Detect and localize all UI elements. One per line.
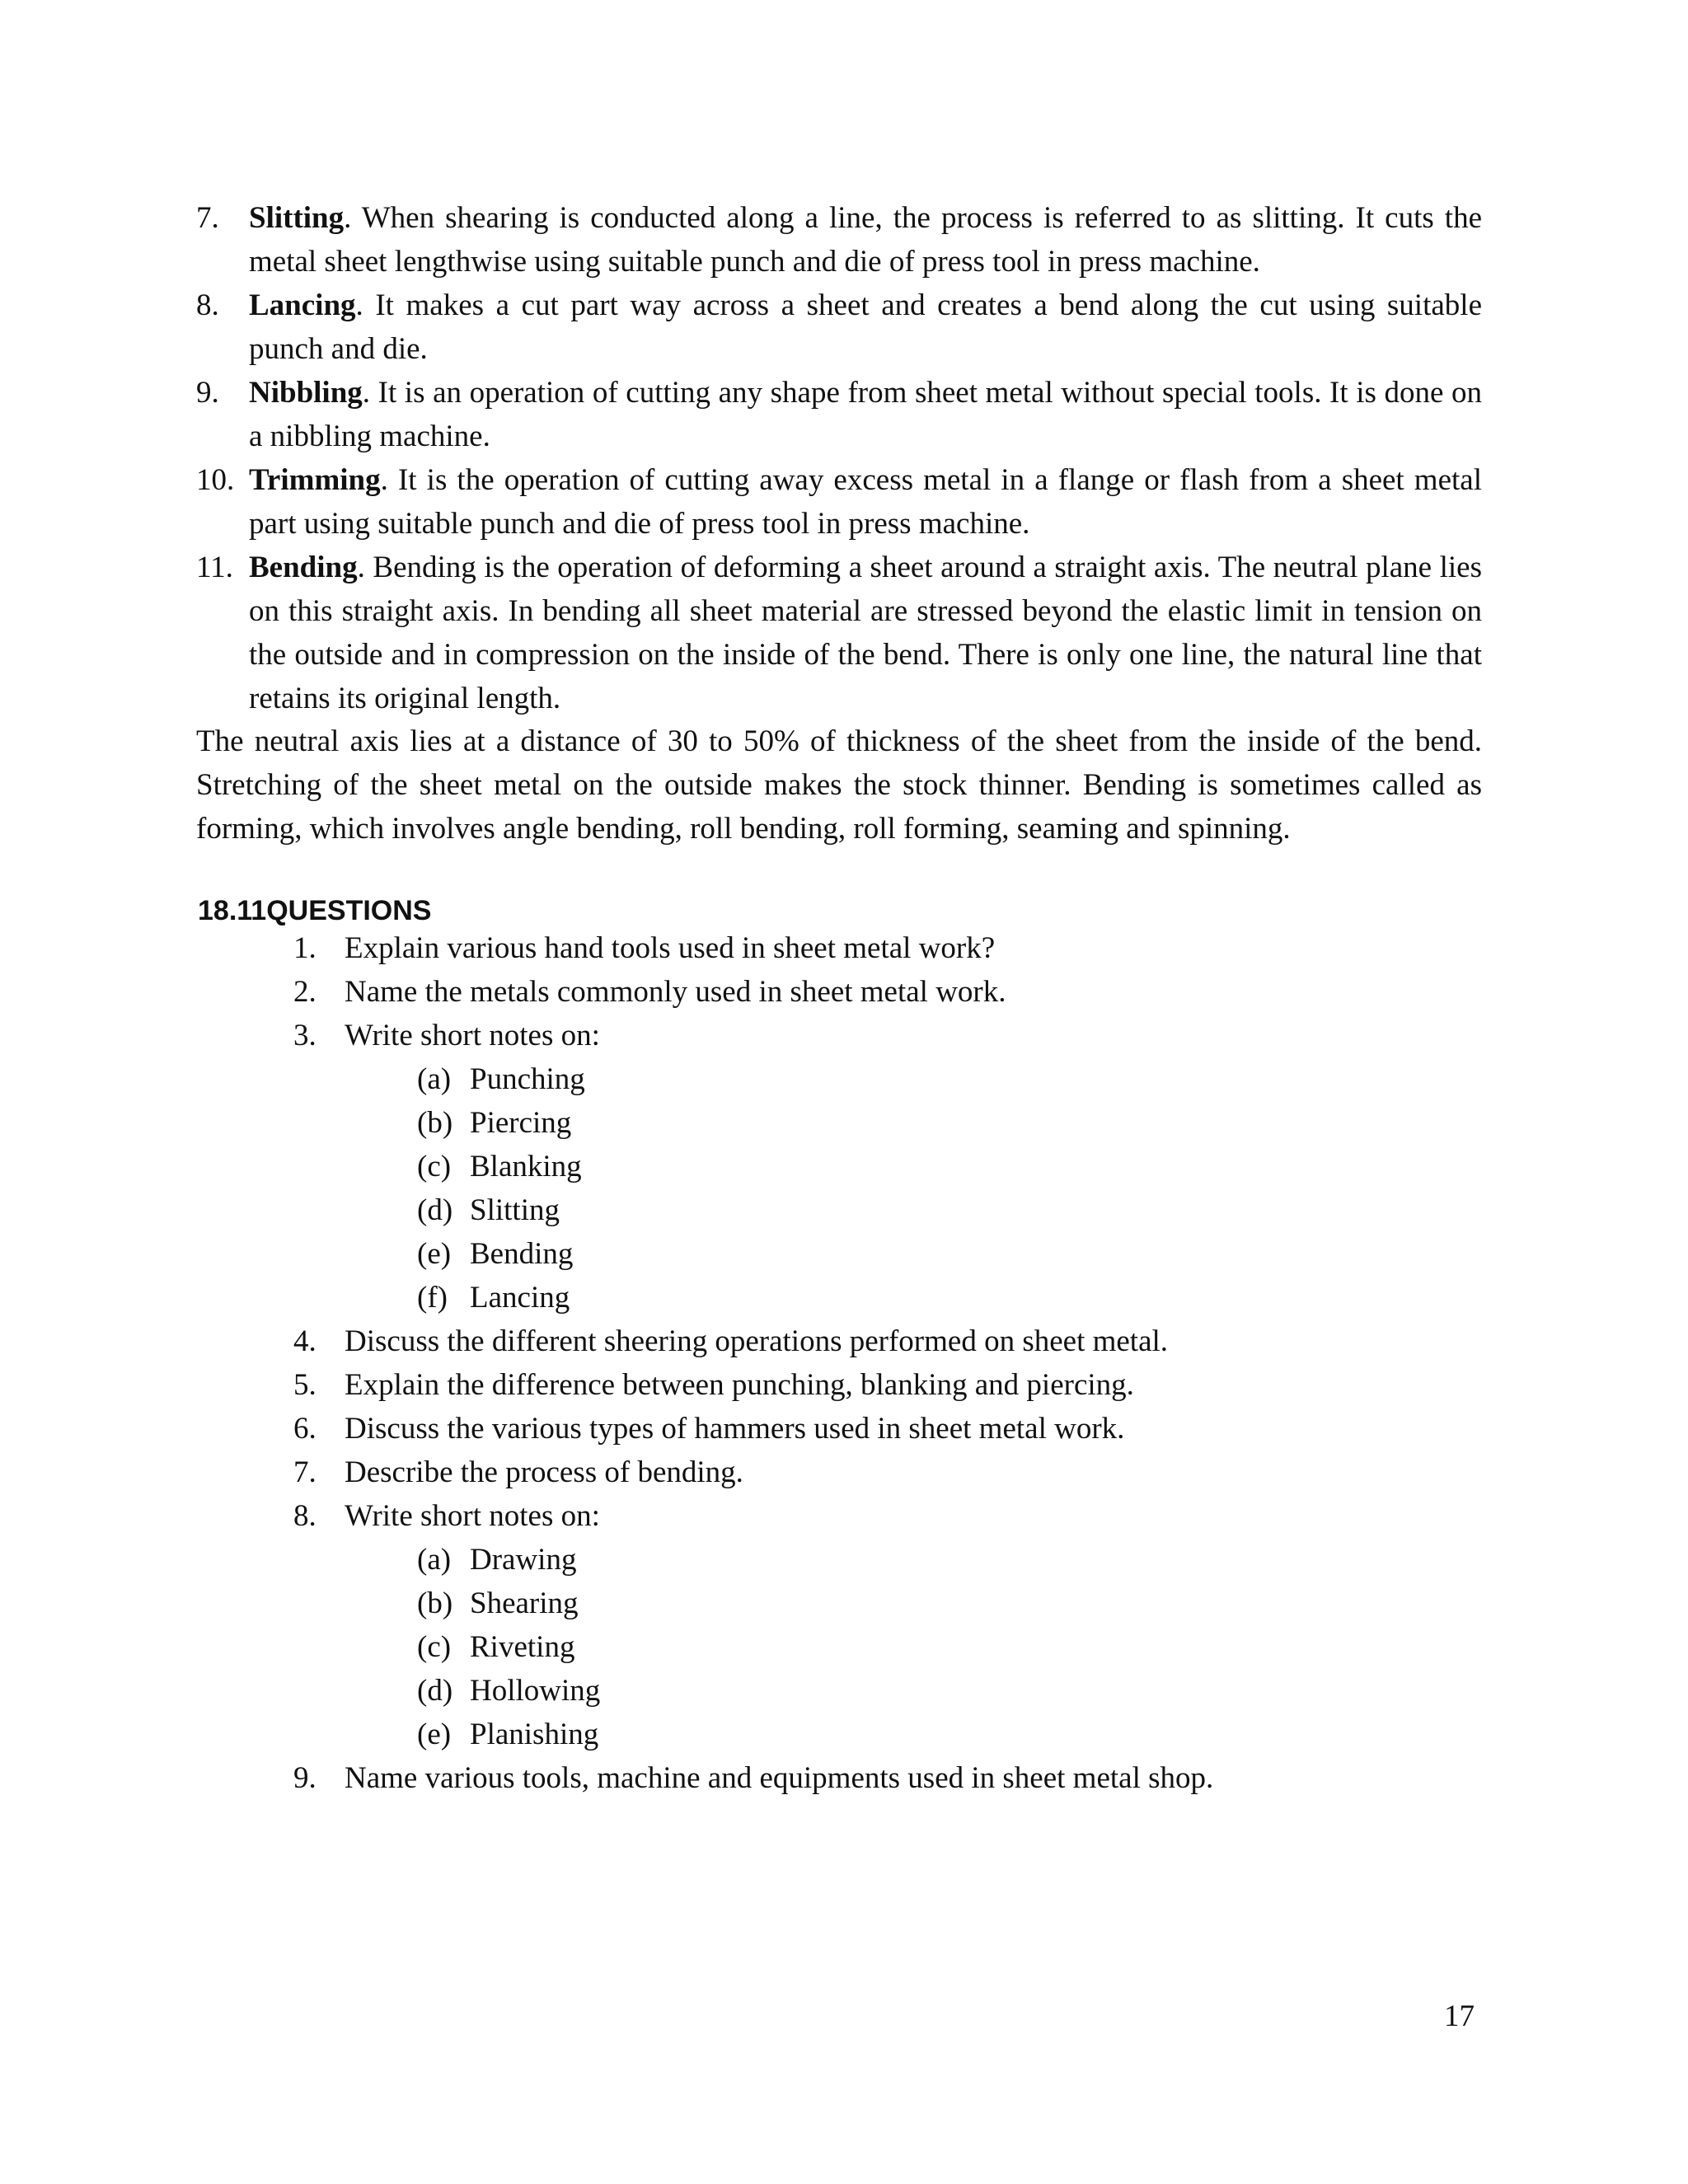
sub-item-text: Bending: [470, 1237, 574, 1271]
sub-item-letter: (d): [417, 1193, 453, 1227]
sub-item-text: Slitting: [470, 1193, 560, 1227]
question-8-subitems: [293, 1538, 1447, 1756]
sub-item-text: Hollowing: [470, 1674, 601, 1708]
item-number: 11.: [196, 551, 233, 584]
question-number: 9.: [293, 1761, 316, 1795]
term: Nibbling: [249, 376, 363, 410]
list-item: [196, 284, 1482, 371]
question-item: [293, 1363, 1447, 1407]
sub-item: [293, 1625, 1447, 1669]
sub-item-letter: (c): [417, 1150, 452, 1183]
sub-item-letter: (e): [417, 1237, 452, 1271]
question-number: 1.: [293, 931, 316, 965]
list-item: [196, 546, 1482, 720]
sub-item: [293, 1538, 1447, 1582]
question-item: [293, 970, 1447, 1014]
sub-item: [293, 1145, 1447, 1188]
question-text: Name the metals commonly used in sheet metal work.: [345, 975, 1006, 1009]
sub-item-text: Lancing: [470, 1281, 570, 1315]
sub-item-text: Shearing: [470, 1586, 579, 1620]
question-number: 3.: [293, 1019, 316, 1052]
sub-item-letter: (a): [417, 1543, 452, 1577]
sub-item: [293, 1276, 1447, 1319]
sub-item-text: Planishing: [470, 1718, 599, 1751]
sub-item-text: Riveting: [470, 1630, 575, 1664]
question-item: [293, 1014, 1447, 1057]
sub-item: [293, 1713, 1447, 1756]
sub-item-text: Blanking: [470, 1150, 582, 1183]
page-number: 17: [1444, 1999, 1475, 2033]
sub-item-text: Punching: [470, 1062, 585, 1096]
question-text: Describe the process of bending.: [345, 1455, 743, 1489]
sub-item-text: Drawing: [470, 1543, 577, 1577]
sub-item-letter: (c): [417, 1630, 452, 1664]
item-text: . It is the operation of cutting away excess metal in a flange or flash from a sheet metal part using suitable punch and die of press tool in press machine.: [249, 463, 1482, 541]
question-item: [293, 1319, 1447, 1363]
question-text: Discuss the various types of hammers used in sheet metal work.: [345, 1412, 1125, 1446]
question-3-subitems: [293, 1057, 1447, 1319]
section-heading: 18.11QUESTIONS: [198, 895, 432, 926]
list-item: [196, 196, 1482, 284]
question-item: [293, 1756, 1447, 1800]
sub-item-letter: (a): [417, 1062, 452, 1096]
sub-item-letter: (b): [417, 1106, 453, 1140]
question-text: Write short notes on:: [345, 1499, 600, 1533]
question-text: Discuss the different sheering operations performed on sheet metal.: [345, 1324, 1169, 1358]
question-number: 7.: [293, 1455, 316, 1489]
term: Trimming: [249, 463, 381, 497]
question-item: [293, 1407, 1447, 1451]
sub-item: [293, 1582, 1447, 1625]
list-item: [196, 458, 1482, 546]
question-number: 6.: [293, 1412, 316, 1446]
term: Lancing: [249, 288, 356, 322]
item-text: . When shearing is conducted along a line, the process is referred to as slitting. It cuts the metal sheet lengthwise using suitable punch and die of press tool in press machine.: [249, 201, 1482, 279]
item-number: 10.: [196, 463, 235, 497]
question-item: [293, 1451, 1447, 1494]
item-text: . Bending is the operation of deforming a sheet around a straight axis. The neutral plane lies on this straight axis. In bending all sheet material are stressed beyond the elastic limit in tension on the outside and in compression on the inside of the bend. There is only one line, the natural line that retains its original length.: [249, 551, 1482, 715]
item-number: 7.: [196, 201, 219, 235]
sub-item-text: Piercing: [470, 1106, 572, 1140]
sub-item-letter: (f): [417, 1281, 448, 1315]
sub-item-letter: (b): [417, 1586, 453, 1620]
item-number: 9.: [196, 376, 219, 410]
question-text: Write short notes on:: [345, 1019, 600, 1052]
question-text: Name various tools, machine and equipments used in sheet metal shop.: [345, 1761, 1214, 1795]
question-number: 2.: [293, 975, 316, 1009]
item-text: . It is an operation of cutting any shape from sheet metal without special tools. It is done on a nibbling machine.: [249, 376, 1482, 453]
question-number: 4.: [293, 1324, 316, 1358]
term: Bending: [249, 551, 358, 584]
term: Slitting: [249, 201, 345, 235]
item-text: . It makes a cut part way across a sheet and creates a bend along the cut using suitable punch and die.: [249, 288, 1482, 366]
sub-item: [293, 1188, 1447, 1232]
questions-list: [293, 926, 1447, 1800]
sub-item-letter: (d): [417, 1674, 453, 1708]
sub-item: [293, 1232, 1447, 1276]
question-text: Explain the difference between punching, blanking and piercing.: [345, 1368, 1134, 1402]
question-text: Explain various hand tools used in sheet metal work?: [345, 931, 996, 965]
sub-item-letter: (e): [417, 1718, 452, 1751]
body-paragraph: The neutral axis lies at a distance of 30 to 50% of thickness of the sheet from the inside of the bend. Stretching of the sheet metal on the outside makes the stock thinner. Bending is sometimes called as forming, which involves angle bending, roll bending, roll forming, seaming and spinning.: [196, 724, 1482, 846]
sub-item: [293, 1669, 1447, 1713]
operations-list: [196, 196, 1482, 720]
question-number: 8.: [293, 1499, 316, 1533]
question-item: [293, 1494, 1447, 1538]
sub-item: [293, 1101, 1447, 1145]
list-item: [196, 371, 1482, 458]
question-item: [293, 926, 1447, 970]
question-number: 5.: [293, 1368, 316, 1402]
item-number: 8.: [196, 288, 219, 322]
sub-item: [293, 1057, 1447, 1101]
